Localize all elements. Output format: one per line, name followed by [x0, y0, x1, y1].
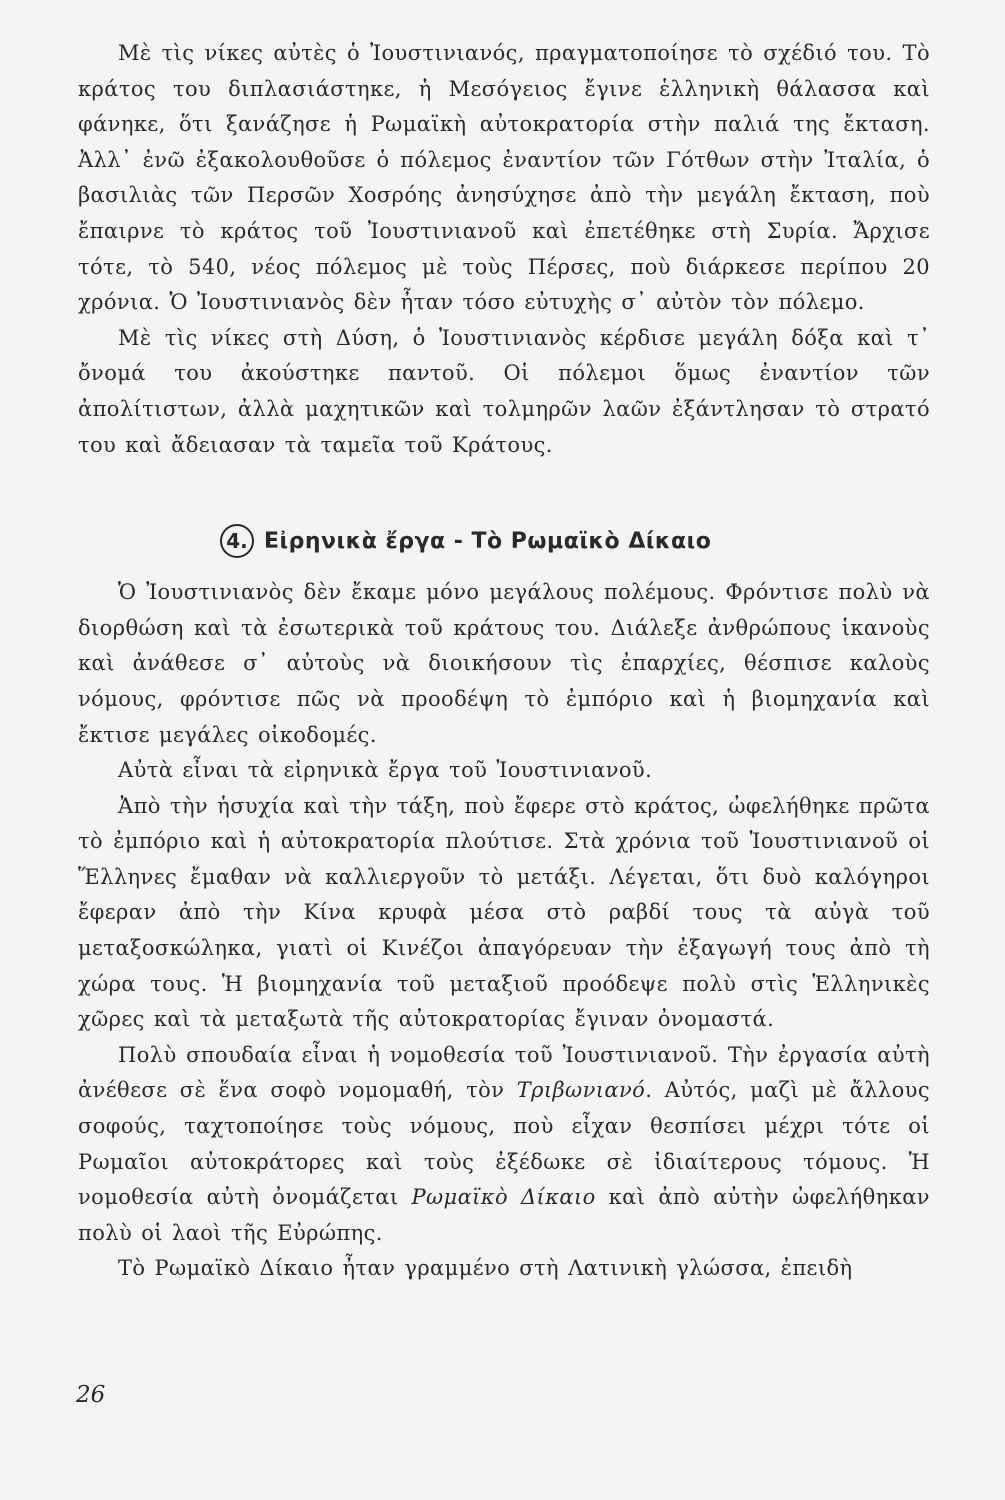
tribonian-name: Τριβωνιανό: [516, 1078, 646, 1103]
section-heading: [220, 521, 930, 561]
section-title: Εἰρηνικὰ ἔργα - Τὸ Ρωμαϊκὸ Δίκαιο: [264, 528, 712, 554]
paragraph-victories-persian-war: Μὲ τὶς νίκες αὐτὲς ὁ Ἰουστινιανός, πραγματοποίησε τὸ σχέδιό του. Τὸ κράτος του διπλασιάστηκε, ἡ Μεσόγειος ἔγινε ἑλληνικὴ θάλασσα καὶ φάνηκε, ὅτι ξανάζησε ἡ Ρωμαϊκὴ αὐτοκρατορία στὴν παλιά της ἔκταση. Ἀλλ᾿ ἐνῶ ἐξακολουθοῦσε ὁ πόλεμος ἐναντίον τῶν Γότθων στὴν Ἰταλία, ὁ βασιλιὰς τῶν Περσῶν Χοσρόης ἀνησύχησε ἀπὸ τὴν μεγάλη ἔκταση, ποὺ ἔπαιρνε τὸ κράτος τοῦ Ἰουστινιανοῦ καὶ ἐπετέθηκε στὴ Συρία. Ἄρχισε τότε, τὸ 540, νέος πόλεμος μὲ τοὺς Πέρσες, ποὺ διάρκεσε περίπου 20 χρόνια. Ὁ Ἰουστινιανὸς δὲν ἦταν τόσο εὐτυχὴς σ᾿ αὐτὸν τὸν πόλεμο.: [78, 41, 930, 315]
legislation-text-end: καὶ ἀπὸ αὐτὴν ὠφελήθηκαν πολὺ οἱ λαοὶ τῆς Εὐρώπης.: [78, 1185, 930, 1245]
paragraph-peaceful-works: Αὐτὰ εἶναι τὰ εἰρηνικὰ ἔργα τοῦ Ἰουστινιανοῦ.: [118, 758, 653, 783]
legislation-text-middle: . Αὐτός, μαζὶ μὲ ἄλλους σοφούς, ταχτοποίησε τοὺς νόμους, ποὺ εἶχαν θεσπίσει μέχρι τότε οἱ Ρωμαῖοι αὐτοκράτορες καὶ τοὺς ἐξέδωκε σὲ ἰδιαίτερους τόμους. Ἡ νομοθεσία αὐτὴ ὀνομάζεται: [78, 1078, 930, 1210]
paragraph-roman-law-language: Τὸ Ρωμαϊκὸ Δίκαιο ἦταν γραμμένο στὴ Λατινικὴ γλώσσα, ἐπειδὴ: [118, 1256, 853, 1281]
paragraph-internal-reforms: Ὁ Ἰουστινιανὸς δὲν ἔκαμε μόνο μεγάλους πολέμους. Φρόντισε πολὺ νὰ διορθώση καὶ τὰ ἐσωτερικὰ τοῦ κράτους του. Διάλεξε ἀνθρώπους ἱκανοὺς καὶ ἀνάθεσε σ᾿ αὐτοὺς νὰ διοικήσουν τὶς ἐπαρχίες, θέσπισε καλοὺς νόμους, φρόντισε πῶς νὰ προοδέψη τὸ ἐμπόριο καὶ ἡ βιομηχανία καὶ ἔκτισε μεγάλες οἰκοδομές.: [78, 580, 930, 747]
paragraph-glory-exhaustion: Μὲ τὶς νίκες στὴ Δύση, ὁ Ἰουστινιανὸς κέρδισε μεγάλη δόξα καὶ τ᾿ ὄνομά του ἀκούστηκε παντοῦ. Οἱ πόλεμοι ὅμως ἐναντίον τῶν ἀπολίτιστων, ἀλλὰ μαχητικῶν καὶ τολμηρῶν λαῶν ἐξάντλησαν τὸ στρατό του καὶ ἄδειασαν τὰ ταμεῖα τοῦ Κράτους.: [78, 325, 930, 457]
paragraph-legislation: [78, 1038, 930, 1252]
roman-law-term: Ρωμαϊκὸ Δίκαιο: [411, 1185, 596, 1210]
section-number: 4.: [220, 524, 254, 558]
page-number: 26: [76, 1382, 106, 1408]
paragraph-trade-silk: Ἀπὸ τὴν ἡσυχία καὶ τὴν τάξη, ποὺ ἔφερε στὸ κράτος, ὠφελήθηκε πρῶτα τὸ ἐμπόριο καὶ ἡ αὐτοκρατορία πλούτισε. Στὰ χρόνια τοῦ Ἰουστινιανοῦ οἱ Ἕλληνες ἔμαθαν νὰ καλλιεργοῦν τὸ μετάξι. Λέγεται, ὅτι δυὸ καλόγηροι ἔφεραν ἀπὸ τὴν Κίνα κρυφὰ μέσα στὸ ραβδί τους τὰ αὐγὰ τοῦ μεταξοσκώληκα, γιατὶ οἱ Κινέζοι ἀπαγόρευαν τὴν ἐξαγωγή τους ἀπὸ τὴ χώρα τους. Ἡ βιομηχανία τοῦ μεταξιοῦ προόδεψε πολὺ στὶς Ἑλληνικὲς χῶρες καὶ τὰ μεταξωτὰ τῆς αὐτοκρατορίας ἔγιναν ὀνομαστά.: [78, 793, 930, 1032]
legislation-text-start: Πολὺ σπουδαία εἶναι ἡ νομοθεσία τοῦ Ἰουστινιανοῦ. Τὴν ἐργασία αὐτὴ ἀνέθεσε σὲ ἕνα σοφὸ νομομαθή, τὸν: [78, 1042, 930, 1103]
